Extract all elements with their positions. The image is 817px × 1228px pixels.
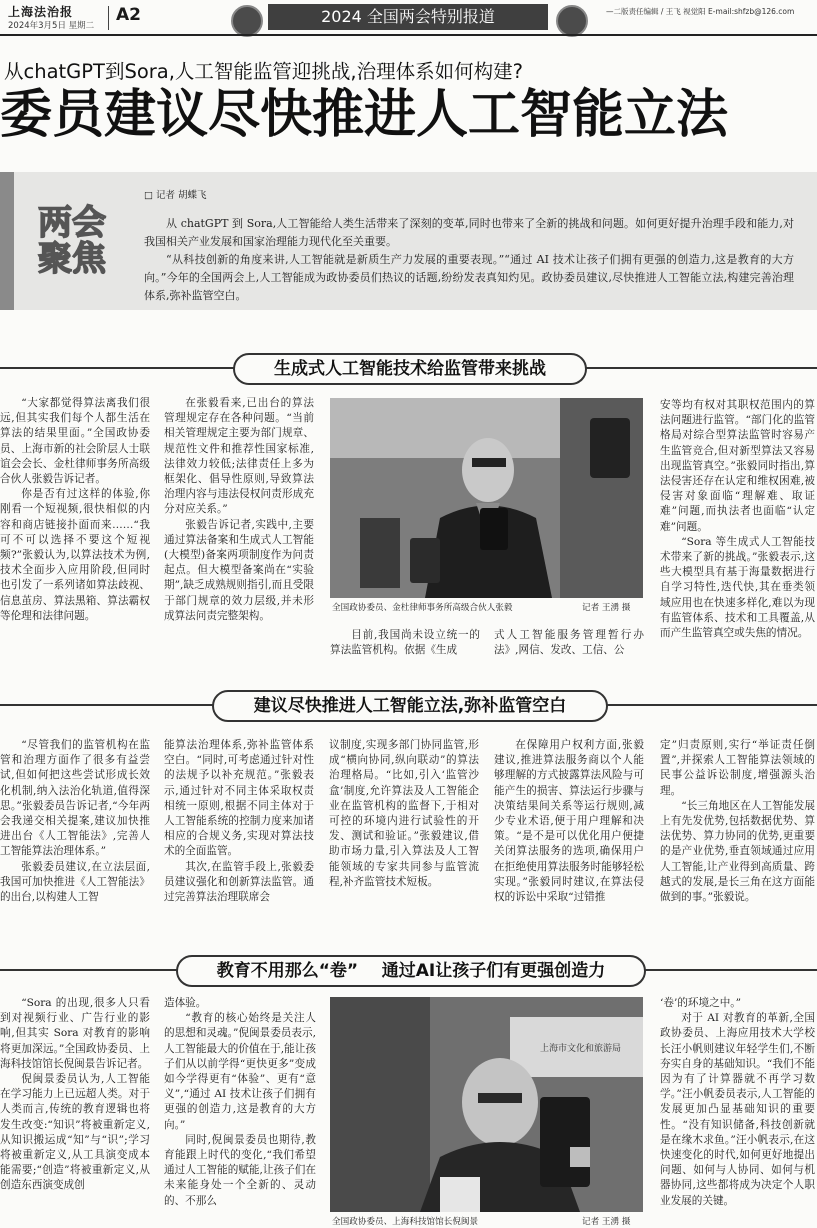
- s2-col2-p2: 其次,在监管手段上,张毅委员建议强化和创新算法监管。通过完善算法治理联席会: [164, 860, 314, 904]
- section-banner: [268, 4, 548, 30]
- s2-col2-p1: 能算法治理体系,弥补监管体系空白。“同时,可考虑通过针对性的法规予以补充规范。”张毅表示,通过针对不同主体采取权责相统一原则,根据不同主体对于人工智能系统的控制力度来加诸相应的合规义务,实现对算法技术的全面监管。: [164, 739, 314, 858]
- s1-col1-p1: “大家都觉得算法离我们很远,但其实我们每个人都生活在算法的结果里面。”全国政协委员、上海市新的社会阶层人士联谊会会长、金杜律师事务所高级合伙人张毅告诉记者。: [0, 397, 150, 486]
- s1-col4-p2: “Sora 等生成式人工智能技术带来了新的挑战。”张毅表示,这些大模型具有基于海量数据进行自学习特性,迭代快,其在垂类领域应用也在快速多样化,难以为现有监管体系、技术和工具覆盖,从而产生监管真空或失焦的情况。: [660, 535, 815, 640]
- header-rule: [0, 34, 817, 36]
- s3-col2-p1: 造体验。: [164, 997, 207, 1009]
- s2-col3-p1: 议制度,实现多部门协同监管,形成“横向协同,纵向联动”的算法治理格局。“比如,引入‘监管沙盒’制度,允许算法及人工智能企业在监管机构的监督下,于相对可控的环境内进行试验性的开发、测试和验证。”张毅建议,借助市场力量,引入算法及人工智能领域的专家共同参与监管流程,补齐监管技术短板。: [329, 739, 479, 888]
- page-title: 委员建议尽快推进人工智能立法: [0, 84, 729, 145]
- s1-below-right-p: 式人工智能服务管理暂行办法》,网信、发改、工信、公: [494, 629, 644, 657]
- s3-col1-p2: 倪闽景委员认为,人工智能在学习能力上已远超人类。对于人类而言,传统的教育逻辑也将发生改变:“知识”将被重新定义,从知识搬运成“知”与“识”;学习将被重新定义,从工具演变成本能需要;“创造”将被重新定义,从创造东西演变成创: [0, 1073, 150, 1192]
- s1-below-left: [330, 628, 480, 658]
- s1-photo-caption: 全国政协委员、金杜律师事务所高级合伙人张毅: [332, 603, 513, 613]
- s2-col5-p2: “长三角地区在人工智能发展上有先发优势,包括数据优势、算法优势、算力协同的优势,更重要的是产业优势,垂直领域通过应用人工智能,让产业得到高质量、跨越式的发展,是长三角在这方面能做到的事。”张毅说。: [660, 799, 815, 904]
- s3-col1: [0, 996, 150, 1228]
- section3-title: 教育不用那么“卷” 通过AI让孩子们有更强创造力: [176, 955, 646, 987]
- lead-badge-bar: [0, 172, 14, 310]
- s1-photo: [330, 398, 643, 598]
- section3-header: [0, 955, 817, 985]
- issue-date: 2024年3月5日 星期二: [8, 21, 95, 31]
- s2-col1-p2: 张毅委员建议,在立法层面,我国可加快推进《人工智能法》的出台,以构建人工智: [0, 860, 150, 904]
- lead-badge: [38, 205, 106, 277]
- masthead-logo: 上海法治报: [8, 5, 74, 19]
- banner-text: 2024 全国两会特别报道: [321, 7, 495, 26]
- s1-col2: [164, 396, 314, 666]
- s3-col4-p1: ‘卷’的环境之中。”: [660, 997, 742, 1009]
- s2-col5-p1: 定”归责原则,实行“举证责任倒置”,并探索人工智能算法领域的民事公益诉讼制度,增强源头治理。: [660, 739, 815, 797]
- section2-header: [0, 690, 817, 720]
- s3-photo-sign: 上海市文化和旅游局: [540, 1044, 622, 1054]
- reporter-byline: □ 记者 胡蝶飞: [144, 190, 207, 201]
- cppcc-emblem-icon: [556, 5, 588, 37]
- s2-col3: [329, 738, 479, 930]
- s3-photo-image: [330, 997, 643, 1212]
- s3-photo-credit: 记者 王湧 摄: [582, 1217, 631, 1227]
- s2-col1-p1: “尽管我们的监管机构在监管和治理方面作了很多有益尝试,但如何把这些尝试形成长效化机制,纳入法治化轨道,值得深思。”张毅委员告诉记者,“今年两会我递交相关提案,建议加快推进出台《人工智能法》,完善人工智能算法治理体系。”: [0, 739, 150, 858]
- section1-title: 生成式人工智能技术给监管带来挑战: [233, 353, 587, 385]
- editor-credit: —二版责任编辑 / 王飞 视觉阳 E-mail:shfzb@126.com: [606, 7, 795, 16]
- s3-col2: [164, 996, 316, 1228]
- s3-col2-p2: “教育的核心始终是关注人的思想和灵魂。”倪闽景委员表示,人工智能最大的价值在于,能让孩子们从以前学得“更快更多”变成如今学得更有“体验”、更有“意义”,“通过 AI 技术让孩子们拥有更强的创造力,这是教育的大方向。”: [164, 1012, 316, 1131]
- section2-title: 建议尽快推进人工智能立法,弥补监管空白: [212, 690, 608, 722]
- s1-photo-credit: 记者 王湧 摄: [582, 603, 631, 613]
- lead-para1: 从 chatGPT 到 Sora,人工智能给人类生活带来了深刻的变革,同时也带来了全新的挑战和问题。如何更好提升治理手段和能力,对我国相关产业发展和国家治理能力现代化至关重要。: [144, 217, 794, 248]
- s2-col5: [660, 738, 815, 930]
- s1-col4: [660, 398, 815, 668]
- s1-below-right: [494, 628, 644, 658]
- badge-line2: 聚焦: [38, 239, 106, 279]
- s1-col1: [0, 396, 150, 666]
- s1-photo-image: [330, 398, 643, 598]
- s1-below-left-p: 目前,我国尚未设立统一的算法监管机构。依据《生成: [330, 629, 480, 657]
- s1-col4-p1: 安等均有权对其职权范围内的算法问题进行监管。“部门化的监管格局对综合型算法监管时容易产生监管竞合,但对新型算法又容易出现监管真空。”张毅同时指出,算法侵害还存在认定和维权困难,被侵害对象面临“理解难、取证难”问题,而执法者也面临“认定难”问题。: [660, 399, 815, 533]
- header-divider: [108, 6, 109, 30]
- s3-col4: [660, 996, 815, 1228]
- lead-para2: “从科技创新的角度来讲,人工智能就是新质生产力发展的重要表现。”“通过 AI 技术让孩子们拥有更强的创造力,这是教育的大方向。”今年的全国两会上,人工智能成为政协委员们热议的话题,纷纷发表真知灼见。政协委员建议,尽快推进人工智能立法,构建完善治理体系,弥补监管空白。: [144, 253, 794, 302]
- lead-text: [144, 215, 794, 305]
- s1-col1-p2: 你是否有过这样的体验,你刚看一个短视频,很快相似的内容和商店链接扑面而来……“我可不可以选择不要这个短视频?”张毅认为,以算法技术为例,技术全面步入应用阶段,但同时也引发了一系列诸如算法歧视、信息茧房、算法黑箱、算法霸权等伦理和法律问题。: [0, 488, 150, 622]
- headline-kicker: 从chatGPT到Sora,人工智能监管迎挑战,治理体系如何构建?: [4, 60, 523, 83]
- s3-col1-p1: “Sora 的出现,很多人只看到对视频行业、广告行业的影响,但其实 Sora 对教育的影响将更加深远。”全国政协委员、上海科技馆馆长倪闽景告诉记者。: [0, 997, 150, 1070]
- national-emblem-icon: [231, 5, 263, 37]
- s3-col2-p3: 同时,倪闽景委员也期待,教育能跟上时代的变化,“我们希望通过人工智能的赋能,让孩子们在未来能身处一个全新的、灵动的、不那么: [164, 1133, 316, 1207]
- s1-col2-p1: 在张毅看来,已出台的算法管理规定存在各种问题。“当前相关管理规定主要为部门规章、规范性文件和推荐性国家标准,法律效力较低;法律责任上多为框架化、倡导性原则,导致算法治理内容与违法侵权问责形成充分对应关系。”: [164, 397, 314, 516]
- s3-photo: [330, 997, 643, 1212]
- s2-col4-p1: 在保障用户权利方面,张毅建议,推进算法服务商以个人能够理解的方式披露算法风险与可能产生的损害、算法运行步骤与决策结果间关系等运行规则,减少专业术语,便于用户理解和决策。“是不是可以优化用户便捷关闭算法服务的选项,确保用户在拒绝使用算法服务时能够轻松实现。”张毅同时建议,在算法侵权的诉讼中采取“过错推: [494, 739, 644, 904]
- s3-photo-caption: 全国政协委员、上海科技馆馆长倪闽景: [332, 1217, 479, 1227]
- s2-col1: [0, 738, 150, 930]
- s2-col2: [164, 738, 314, 930]
- badge-line1: 两会: [38, 203, 106, 243]
- s3-col4-p2: 对于 AI 对教育的革新,全国政协委员、上海应用技术大学校长汪小帆则建议年轻学生们,不断夯实自身的基础知识。“我们不能因为有了计算器就不再学习数学。”汪小帆委员表示,人工智能的发展更加凸显基础知识的重要性。“没有知识储备,科技创新就是在缘木求鱼。”汪小帆表示,在这快速变化的时代,如何更好地提出问题、如何与人协同、如何与机器协同,这些都将成为决定个人职业发展的关键。: [660, 1012, 815, 1207]
- page-number: A2: [116, 5, 141, 25]
- s1-col2-p2: 张毅告诉记者,实践中,主要通过算法备案和生成式人工智能(大模型)备案两项制度作为问责起点。但大模型备案尚在“实验期”,缺乏成熟规则指引,而且受限于部门规章的效力层级,并未形成算法问责完整架构。: [164, 518, 314, 622]
- section1-header: [0, 353, 817, 383]
- s2-col4: [494, 738, 644, 930]
